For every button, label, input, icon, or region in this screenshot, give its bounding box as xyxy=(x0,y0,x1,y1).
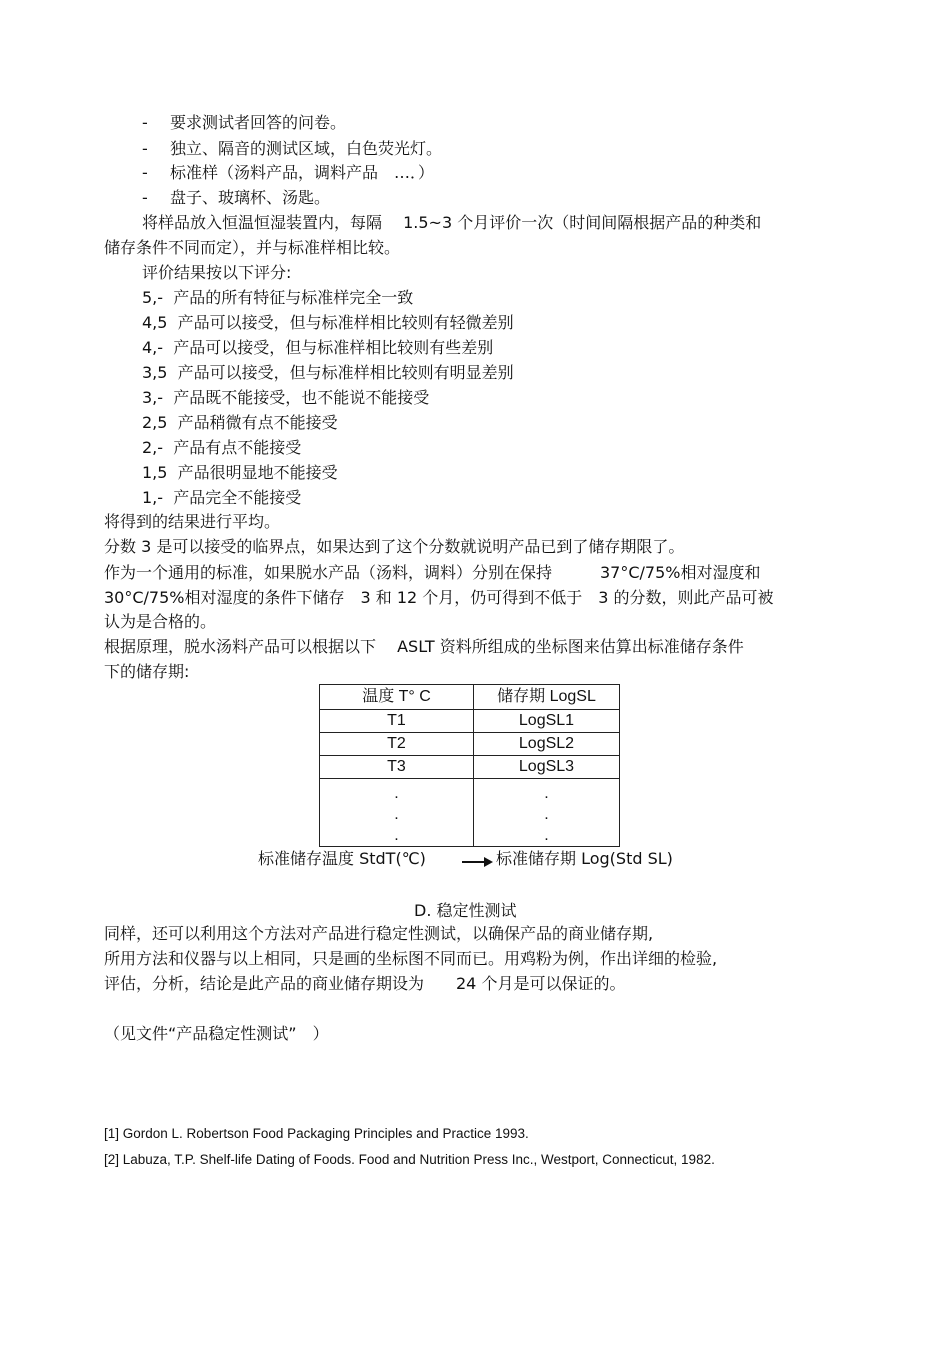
bullet-dash: - xyxy=(142,188,148,207)
bullet-dash: - xyxy=(142,113,148,132)
score-desc: 产品的所有特征与标准样完全一致 xyxy=(173,288,414,307)
bullet-dash: - xyxy=(142,163,148,182)
score-item xyxy=(142,462,338,484)
bullet-dash: - xyxy=(142,139,148,158)
reference-item: [2] Labuza, T.P. Shelf-life Dating of Foods. Food and Nutrition Press Inc., Westport, Connecticut, 1982. xyxy=(104,1152,715,1167)
table-row xyxy=(320,756,620,779)
standard-line-2: 30°C/75%相对湿度的条件下储存 3 和 12 个月，仍可得到不低于 3 的分数，则此产品可被 xyxy=(104,588,774,607)
cell-temperature: T2 xyxy=(320,733,474,756)
score-desc: 产品稍微有点不能接受 xyxy=(177,413,338,432)
std-period-label: 标准储存期 Log(Std SL) xyxy=(496,849,673,868)
score-header: 评价结果按以下评分: xyxy=(142,263,292,282)
ellipsis-dot: . xyxy=(544,806,549,823)
bullet-text: 独立、隔音的测试区域，白色荧光灯。 xyxy=(170,139,443,158)
score-item xyxy=(142,387,429,409)
header-storage-period: 储存期 LogSL xyxy=(474,685,620,710)
ellipsis-dot: . xyxy=(544,827,549,844)
average-line: 将得到的结果进行平均。 xyxy=(104,512,281,531)
standard-line-1: 作为一个通用的标准，如果脱水产品（汤料，调料）分别在保持 37°C/75%相对湿度和 xyxy=(104,563,761,582)
cell-ellipsis xyxy=(320,779,474,847)
cell-temperature: T3 xyxy=(320,756,474,779)
score-value: 5,- xyxy=(142,288,164,307)
aslt-table xyxy=(319,684,620,847)
cell-logsl: LogSL3 xyxy=(474,756,620,779)
arrow-right-icon xyxy=(462,856,494,868)
score-desc: 产品可以接受，但与标准样相比较则有些差别 xyxy=(173,338,494,357)
cell-logsl: LogSL1 xyxy=(474,710,620,733)
table-header-row xyxy=(320,685,620,710)
score-desc: 产品可以接受，但与标准样相比较则有轻微差别 xyxy=(177,313,514,332)
bullet-text: 要求测试者回答的问卷。 xyxy=(170,113,347,132)
bullet-text: 盘子、玻璃杯、汤匙。 xyxy=(170,188,331,207)
score-item xyxy=(142,412,338,434)
section-title: D. 稳定性测试 xyxy=(414,901,517,920)
ellipsis-dot: . xyxy=(394,785,399,802)
score-value: 1,- xyxy=(142,488,164,507)
ellipsis-dot: . xyxy=(544,785,549,802)
see-document-note: （见文件“产品稳定性测试” ） xyxy=(104,1024,329,1043)
score-item xyxy=(142,337,493,359)
stability-line-3: 评估，分析，结论是此产品的商业储存期设为 24 个月是可以保证的。 xyxy=(104,974,626,993)
standard-line-3: 认为是合格的。 xyxy=(104,612,217,631)
score-item xyxy=(142,312,514,334)
score-desc: 产品很明显地不能接受 xyxy=(177,463,338,482)
intro-line-2: 储存条件不同而定），并与标准样相比较。 xyxy=(104,238,401,257)
table-row-ellipsis xyxy=(320,779,620,847)
intro-line-1: 将样品放入恒温恒湿装置内，每隔 1.5~3 个月评价一次（时间间隔根据产品的种类和 xyxy=(142,213,762,232)
stability-line-2: 所用方法和仪器与以上相同，只是画的坐标图不同而已。用鸡粉为例，作出详细的检验, xyxy=(104,949,718,968)
score-value: 1,5 xyxy=(142,463,168,482)
bullet-text: 标准样（汤料产品，调料产品 …．） xyxy=(170,163,435,182)
stability-line-1: 同样，还可以利用这个方法对产品进行稳定性测试，以确保产品的商业储存期, xyxy=(104,924,654,943)
cell-temperature: T1 xyxy=(320,710,474,733)
score-value: 4,- xyxy=(142,338,164,357)
score-value: 3,5 xyxy=(142,363,168,382)
table-row xyxy=(320,710,620,733)
score-desc: 产品可以接受，但与标准样相比较则有明显差别 xyxy=(177,363,514,382)
cell-logsl: LogSL2 xyxy=(474,733,620,756)
score-value: 4,5 xyxy=(142,313,168,332)
std-temp-label: 标准储存温度 StdT(℃) xyxy=(258,849,426,868)
cell-ellipsis xyxy=(474,779,620,847)
header-temperature: 温度 T° C xyxy=(320,685,474,710)
score-item xyxy=(142,437,301,459)
score-desc: 产品完全不能接受 xyxy=(173,488,302,507)
score-desc: 产品有点不能接受 xyxy=(173,438,302,457)
principle-line-2: 下的储存期: xyxy=(104,662,190,681)
score-value: 3,- xyxy=(142,388,164,407)
ellipsis-dot: . xyxy=(394,827,399,844)
score-item xyxy=(142,287,413,309)
score-value: 2,- xyxy=(142,438,164,457)
principle-line-1: 根据原理，脱水汤料产品可以根据以下 ASLT 资料所组成的坐标图来估算出标准储存条件 xyxy=(104,637,744,656)
critical-line: 分数 3 是可以接受的临界点，如果达到了这个分数就说明产品已到了储存期限了。 xyxy=(104,537,685,556)
score-item xyxy=(142,487,301,509)
reference-item: [1] Gordon L. Robertson Food Packaging Principles and Practice 1993. xyxy=(104,1126,529,1141)
table-row xyxy=(320,733,620,756)
score-value: 2,5 xyxy=(142,413,168,432)
score-item xyxy=(142,362,514,384)
score-desc: 产品既不能接受，也不能说不能接受 xyxy=(173,388,430,407)
ellipsis-dot: . xyxy=(394,806,399,823)
